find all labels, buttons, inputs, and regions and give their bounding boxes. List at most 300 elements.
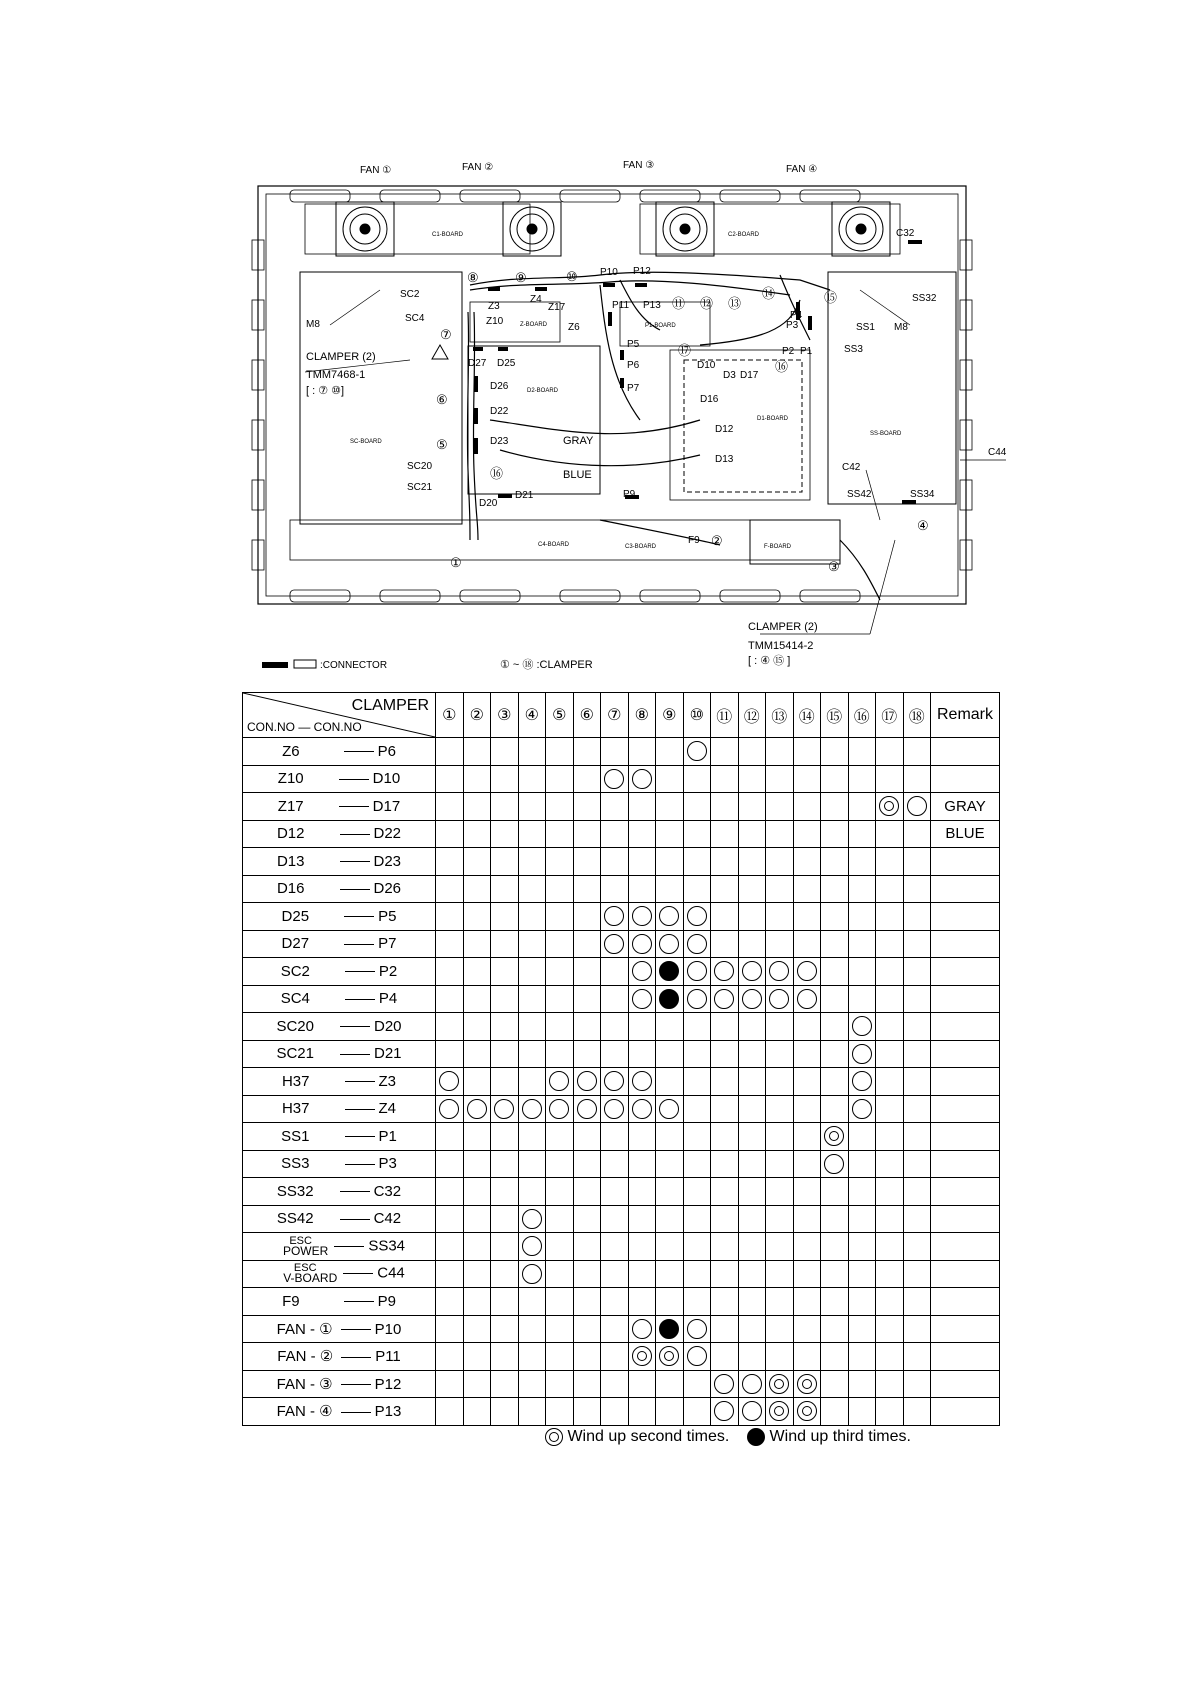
clamper-cell xyxy=(573,1205,601,1233)
clamper-cell xyxy=(683,1370,711,1398)
clamp-marker: ⑨ xyxy=(515,270,527,285)
clamper-cell xyxy=(821,820,849,848)
board-label: Z-BOARD xyxy=(520,322,547,328)
clamper-cell xyxy=(738,1123,766,1151)
clamper-cell xyxy=(738,1013,766,1041)
remark-cell xyxy=(931,1178,1000,1206)
clamper-cell xyxy=(683,1343,711,1371)
clamper-cell xyxy=(656,1398,684,1426)
from-connector: SS3 xyxy=(281,1155,310,1173)
clamper-cell xyxy=(463,985,491,1013)
to-connector: P5 xyxy=(378,907,397,925)
clamper-cell xyxy=(876,1260,904,1288)
clamper-cell xyxy=(848,1068,876,1096)
clamper-cell xyxy=(821,1260,849,1288)
clamper-cell xyxy=(573,1233,601,1261)
clamper-cell xyxy=(683,1068,711,1096)
clamper-cell xyxy=(876,903,904,931)
clamper-cell xyxy=(518,1205,546,1233)
table-row xyxy=(243,985,1000,1013)
clamper-cell xyxy=(518,1150,546,1178)
from-connector: H37 xyxy=(281,1100,310,1118)
clamper-cell xyxy=(876,793,904,821)
connection-cell xyxy=(243,930,436,958)
to-connector: P6 xyxy=(377,742,396,760)
board-label: C3-BOARD xyxy=(625,544,657,550)
clamper-cell xyxy=(793,985,821,1013)
conn-label: D22 xyxy=(490,406,509,417)
clamper-cell xyxy=(436,875,464,903)
board-label: F-BOARD xyxy=(764,544,791,550)
conn-label: P11 xyxy=(612,300,630,311)
circle-icon xyxy=(522,1236,542,1256)
clamper-cell xyxy=(518,1398,546,1426)
clamper-cell xyxy=(436,1178,464,1206)
clamper-cell xyxy=(738,738,766,766)
clamp-marker: ① xyxy=(450,555,462,570)
clamper-cell xyxy=(628,958,656,986)
clamper-cell xyxy=(793,1398,821,1426)
clamper-part-right: TMM15414-2 xyxy=(748,640,814,652)
clamper-cell xyxy=(656,820,684,848)
clamper-cell xyxy=(738,1068,766,1096)
clamper-cell xyxy=(903,958,931,986)
clamper-cell xyxy=(793,903,821,931)
clamper-cell xyxy=(601,820,629,848)
connection-cell xyxy=(243,1150,436,1178)
clamper-cell xyxy=(628,985,656,1013)
connection-dash xyxy=(343,1273,373,1274)
board-label: C2-BOARD xyxy=(728,232,760,238)
clamper-cell xyxy=(546,848,574,876)
conn-label: SC4 xyxy=(405,313,425,324)
clamper-cell xyxy=(628,1095,656,1123)
remark-cell xyxy=(931,1040,1000,1068)
connection-cell xyxy=(243,1233,436,1261)
to-connector: D10 xyxy=(372,770,401,788)
table-row xyxy=(243,820,1000,848)
clamper-cell xyxy=(711,930,739,958)
circle-icon xyxy=(714,961,734,981)
clamper-cell xyxy=(903,1178,931,1206)
clamper-cell xyxy=(793,1260,821,1288)
clamper-header-17: ⑰ xyxy=(876,693,904,738)
clamper-cell xyxy=(436,793,464,821)
circle-icon xyxy=(797,961,817,981)
clamper-cell xyxy=(766,738,794,766)
clamper-cell xyxy=(546,738,574,766)
clamper-cell xyxy=(876,1370,904,1398)
clamper-cell xyxy=(711,1233,739,1261)
clamper-cell xyxy=(656,985,684,1013)
conn-label: D23 xyxy=(490,436,509,447)
clamper-cell xyxy=(463,1095,491,1123)
clamper-cell xyxy=(876,1398,904,1426)
clamper-cell xyxy=(711,1095,739,1123)
double-circle-icon xyxy=(769,1374,789,1394)
table-row xyxy=(243,765,1000,793)
conn-label: P2 xyxy=(782,346,795,357)
from-connector: D25 xyxy=(281,907,310,925)
clamper-cell xyxy=(711,1205,739,1233)
connection-dash xyxy=(340,1054,370,1055)
conn-label: M8 xyxy=(894,322,908,333)
clamp-marker: ⑰ xyxy=(678,343,692,358)
clamper-cell xyxy=(546,793,574,821)
circle-icon xyxy=(824,1154,844,1174)
clamper-cell xyxy=(821,1233,849,1261)
clamper-cell xyxy=(546,1343,574,1371)
clamper-cell xyxy=(848,1178,876,1206)
clamper-cell xyxy=(491,1343,519,1371)
clamper-cell xyxy=(821,1123,849,1151)
clamper-cell xyxy=(628,848,656,876)
clamper-cell xyxy=(738,793,766,821)
clamp-marker: ⑮ xyxy=(824,290,838,305)
clamper-cell xyxy=(711,820,739,848)
clamper-cell xyxy=(738,1150,766,1178)
clamper-cell xyxy=(683,1288,711,1316)
clamper-cell xyxy=(601,1233,629,1261)
circle-icon xyxy=(742,989,762,1009)
clamper-cell xyxy=(463,1123,491,1151)
circle-icon xyxy=(632,934,652,954)
clamper-cell xyxy=(601,1343,629,1371)
clamper-label-left: CLAMPER (2) xyxy=(306,351,376,363)
to-connector: P10 xyxy=(374,1320,402,1338)
clamper-cell xyxy=(683,930,711,958)
double-circle-icon xyxy=(797,1401,817,1421)
conn-label: P9 xyxy=(623,489,636,500)
clamper-cell xyxy=(601,765,629,793)
clamper-cell xyxy=(546,820,574,848)
clamper-cell xyxy=(628,1123,656,1151)
clamper-cell xyxy=(903,848,931,876)
clamper-cell xyxy=(793,1150,821,1178)
clamper-cell xyxy=(628,765,656,793)
clamp-marker: ⑫ xyxy=(700,296,714,311)
clamp-marker: ⑩ xyxy=(566,269,578,284)
clamper-cell xyxy=(821,1288,849,1316)
from-connector xyxy=(273,1236,328,1257)
from-connector: D27 xyxy=(281,935,310,953)
table-row xyxy=(243,1178,1000,1206)
clamper-cell xyxy=(518,820,546,848)
double-circle-icon xyxy=(659,1346,679,1366)
clamper-cell xyxy=(848,985,876,1013)
connection-cell xyxy=(243,1398,436,1426)
circle-icon xyxy=(769,961,789,981)
clamper-cell xyxy=(573,985,601,1013)
from-connector-sub: POWER xyxy=(282,1243,329,1258)
circle-icon xyxy=(687,741,707,761)
clamper-cell xyxy=(546,765,574,793)
clamper-cell xyxy=(876,1205,904,1233)
clamper-cell xyxy=(656,1233,684,1261)
clamper-nums-right: [ : ④ ⑮ ] xyxy=(748,655,791,667)
conn-label: D10 xyxy=(697,360,716,371)
clamper-cell xyxy=(711,1150,739,1178)
connection-cell xyxy=(243,1205,436,1233)
clamper-cell xyxy=(683,1123,711,1151)
clamper-cell xyxy=(738,1398,766,1426)
clamper-cell xyxy=(463,1315,491,1343)
clamper-cell xyxy=(738,903,766,931)
circle-icon xyxy=(604,769,624,789)
clamper-cell xyxy=(656,1095,684,1123)
clamper-cell xyxy=(821,958,849,986)
clamper-cell xyxy=(491,1288,519,1316)
clamper-cell xyxy=(546,1068,574,1096)
filled-circle-icon xyxy=(747,1428,765,1446)
clamper-cell xyxy=(463,930,491,958)
clamper-cell xyxy=(573,930,601,958)
circle-icon xyxy=(687,961,707,981)
connection-cell xyxy=(243,985,436,1013)
clamper-cell xyxy=(711,1013,739,1041)
clamper-cell xyxy=(601,1150,629,1178)
clamper-cell xyxy=(903,738,931,766)
clamper-header-2: ② xyxy=(463,693,491,738)
clamper-cell xyxy=(601,793,629,821)
clamper-cell xyxy=(491,848,519,876)
connection-cell xyxy=(243,1178,436,1206)
clamper-cell xyxy=(876,985,904,1013)
clamper-cell xyxy=(711,1288,739,1316)
circle-icon xyxy=(659,934,679,954)
clamper-cell xyxy=(546,1095,574,1123)
clamper-cell xyxy=(518,875,546,903)
legend-clamper: ① ~ ⑱ :CLAMPER xyxy=(500,659,593,671)
remark-cell xyxy=(931,1398,1000,1426)
clamper-header-6: ⑥ xyxy=(573,693,601,738)
remark-cell xyxy=(931,1233,1000,1261)
to-connector: P1 xyxy=(378,1127,397,1145)
clamper-header-5: ⑤ xyxy=(546,693,574,738)
clamper-cell xyxy=(766,820,794,848)
clamper-cell xyxy=(821,1370,849,1398)
clamper-cell xyxy=(738,1233,766,1261)
circle-icon xyxy=(577,1099,597,1119)
clamper-cell xyxy=(821,985,849,1013)
conn-label: SC20 xyxy=(407,461,433,472)
clamper-cell xyxy=(628,1315,656,1343)
conn-label: P6 xyxy=(627,360,640,371)
from-connector: SC20 xyxy=(276,1017,314,1035)
legend-connector: :CONNECTOR xyxy=(320,660,388,671)
clamper-cell xyxy=(793,1315,821,1343)
clamper-cell xyxy=(518,958,546,986)
clamper-cell xyxy=(628,1343,656,1371)
clamper-cell xyxy=(656,875,684,903)
clamper-cell xyxy=(903,820,931,848)
clamper-cell xyxy=(766,1123,794,1151)
clamper-cell xyxy=(711,1398,739,1426)
wire-gray-label: GRAY xyxy=(563,435,594,447)
clamper-cell xyxy=(628,1205,656,1233)
from-connector: SS42 xyxy=(276,1210,314,1228)
clamper-cell xyxy=(546,958,574,986)
filled-circle-icon xyxy=(659,989,679,1009)
clamper-cell xyxy=(491,1233,519,1261)
conn-label: SS1 xyxy=(856,322,875,333)
clamper-cell xyxy=(821,1150,849,1178)
clamper-cell xyxy=(683,1315,711,1343)
connection-dash xyxy=(345,1109,375,1110)
remark-cell: GRAY xyxy=(931,793,1000,821)
clamper-cell xyxy=(628,1288,656,1316)
double-circle-icon xyxy=(769,1401,789,1421)
clamper-cell xyxy=(711,875,739,903)
clamper-cell xyxy=(656,1343,684,1371)
clamper-cell xyxy=(628,1370,656,1398)
clamper-cell xyxy=(463,793,491,821)
connection-dash xyxy=(345,1081,375,1082)
table-row xyxy=(243,1233,1000,1261)
clamper-cell xyxy=(766,1260,794,1288)
conn-label: Z6 xyxy=(568,322,580,333)
clamper-cell xyxy=(848,765,876,793)
connection-dash xyxy=(345,999,375,1000)
conn-label: SS32 xyxy=(912,293,937,304)
clamper-cell xyxy=(793,1013,821,1041)
clamper-cell xyxy=(766,985,794,1013)
clamper-cell xyxy=(793,958,821,986)
clamper-cell xyxy=(738,1315,766,1343)
clamper-cell xyxy=(491,793,519,821)
clamper-cell xyxy=(711,1370,739,1398)
clamper-cell xyxy=(546,1370,574,1398)
clamper-cell xyxy=(601,1398,629,1426)
conn-label: P4 xyxy=(790,310,803,321)
winding-legend xyxy=(545,1428,911,1446)
to-connector: D21 xyxy=(374,1045,402,1063)
clamper-cell xyxy=(848,1398,876,1426)
to-connector: D26 xyxy=(373,880,402,898)
remark-cell xyxy=(931,765,1000,793)
clamper-cell xyxy=(876,1178,904,1206)
clamper-cell xyxy=(711,765,739,793)
clamper-cell xyxy=(821,793,849,821)
clamper-cell xyxy=(821,1068,849,1096)
clamper-cell xyxy=(766,1013,794,1041)
from-connector-main: ESC xyxy=(289,1234,312,1247)
double-circle-icon xyxy=(797,1374,817,1394)
conn-label: D17 xyxy=(740,370,759,381)
clamp-marker: ⑤ xyxy=(436,437,448,452)
clamper-cell xyxy=(876,930,904,958)
clamper-cell xyxy=(793,1288,821,1316)
to-connector: P2 xyxy=(378,962,398,980)
conn-label: F9 xyxy=(688,535,700,546)
clamp-marker: ③ xyxy=(828,559,840,574)
clamper-cell xyxy=(601,1123,629,1151)
clamper-cell xyxy=(436,1205,464,1233)
clamper-cell xyxy=(766,1233,794,1261)
remark-cell xyxy=(931,1343,1000,1371)
clamper-cell xyxy=(766,793,794,821)
clamper-cell xyxy=(711,985,739,1013)
circle-icon xyxy=(632,961,652,981)
circle-icon xyxy=(632,906,652,926)
clamper-cell xyxy=(463,1260,491,1288)
corner-connector-label: CON.NO — CON.NO xyxy=(247,720,362,734)
from-connector: D16 xyxy=(276,880,305,898)
clamper-cell xyxy=(876,1343,904,1371)
conn-label: P10 xyxy=(600,267,618,278)
fan-1-label: FAN ① xyxy=(360,165,392,176)
filled-circle-icon xyxy=(659,1319,679,1339)
clamper-cell xyxy=(436,1398,464,1426)
clamper-cell xyxy=(601,903,629,931)
from-connector: SC2 xyxy=(280,962,310,980)
clamper-cell xyxy=(711,1068,739,1096)
connection-dash xyxy=(344,751,374,752)
clamper-cell xyxy=(436,1095,464,1123)
clamper-cell xyxy=(491,958,519,986)
clamper-cell xyxy=(711,1178,739,1206)
circle-icon xyxy=(852,1071,872,1091)
from-connector-sub: V-BOARD xyxy=(283,1271,338,1286)
clamper-cell xyxy=(793,1343,821,1371)
circle-icon xyxy=(687,989,707,1009)
clamper-cell xyxy=(436,765,464,793)
clamper-cell xyxy=(821,930,849,958)
to-connector: D23 xyxy=(373,852,402,870)
wind-third-label: Wind up third times. xyxy=(769,1428,911,1445)
clamper-cell xyxy=(766,848,794,876)
clamper-cell xyxy=(601,930,629,958)
clamper-cell xyxy=(766,958,794,986)
clamper-cell xyxy=(628,793,656,821)
clamper-cell xyxy=(518,1123,546,1151)
clamper-header-16: ⑯ xyxy=(848,693,876,738)
clamper-cell xyxy=(821,738,849,766)
clamper-cell xyxy=(573,1398,601,1426)
clamper-cell xyxy=(903,1123,931,1151)
clamper-wiring-table xyxy=(242,692,1000,1426)
circle-icon xyxy=(742,1401,762,1421)
clamper-cell xyxy=(903,1095,931,1123)
clamper-cell xyxy=(821,1178,849,1206)
table-row xyxy=(243,1370,1000,1398)
clamper-cell xyxy=(491,820,519,848)
conn-label: SS3 xyxy=(844,344,863,355)
clamper-cell xyxy=(436,1040,464,1068)
clamper-cell xyxy=(876,1288,904,1316)
clamper-cell xyxy=(573,738,601,766)
connection-dash xyxy=(340,861,370,862)
circle-icon xyxy=(687,1346,707,1366)
table-row xyxy=(243,1068,1000,1096)
clamper-cell xyxy=(903,930,931,958)
circle-icon xyxy=(577,1071,597,1091)
remark-header: Remark xyxy=(931,693,1000,738)
connection-dash xyxy=(345,1164,375,1165)
clamper-cell xyxy=(903,1233,931,1261)
connection-cell xyxy=(243,958,436,986)
remark-cell xyxy=(931,1288,1000,1316)
clamper-cell xyxy=(821,1040,849,1068)
clamper-cell xyxy=(628,903,656,931)
clamper-cell xyxy=(436,903,464,931)
clamper-cell xyxy=(573,875,601,903)
clamper-cell xyxy=(903,903,931,931)
fan-4-label: FAN ④ xyxy=(786,164,818,175)
clamper-cell xyxy=(738,1040,766,1068)
clamper-cell xyxy=(711,793,739,821)
clamper-cell xyxy=(683,903,711,931)
